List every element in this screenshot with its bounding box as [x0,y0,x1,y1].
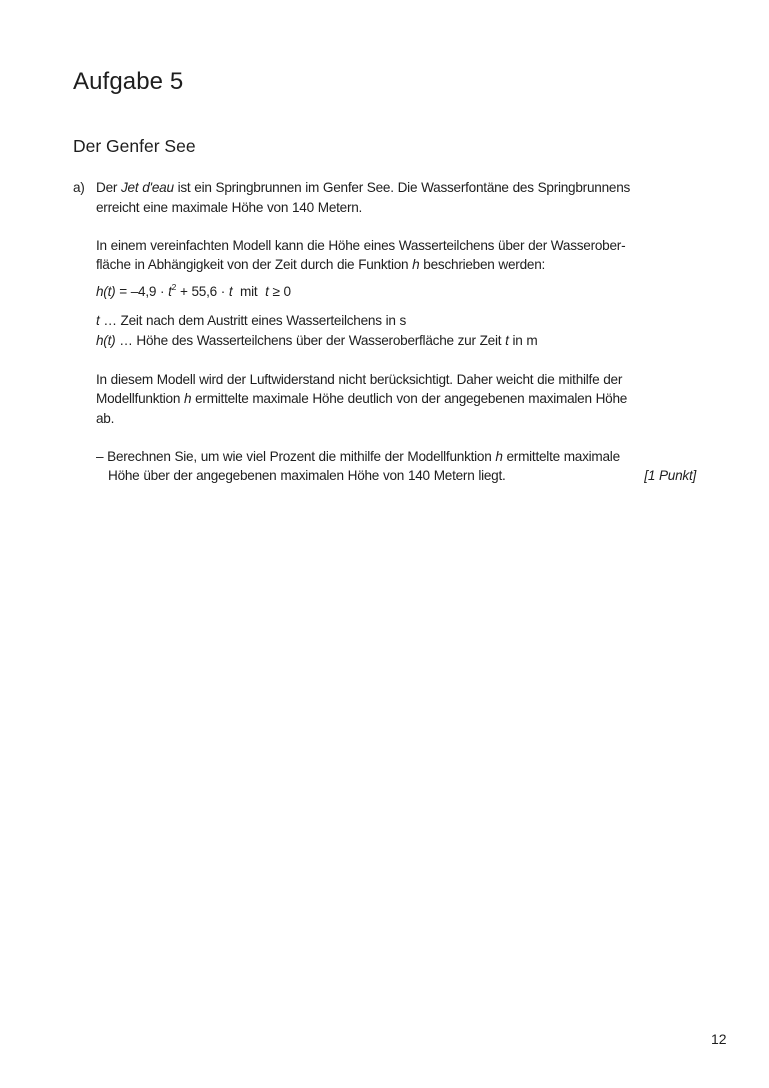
page-number: 12 [711,1031,727,1047]
formula-exponent: 2 [171,282,177,292]
points-label: [1 Punkt] [644,468,696,483]
formula-term: = –4,9 · [115,284,169,299]
definition-h [96,331,700,351]
function-variable: h [183,391,192,406]
definition-text: … Zeit nach dem Austritt eines Wasserteilchens in s [99,313,407,328]
note-text: Modellfunktion [96,391,184,406]
note-line-2 [96,389,700,409]
definition-variable: t [505,333,509,348]
note-line-3: ab. [96,411,115,426]
intro-text: ist ein Springbrunnen im Genfer See. Die Wasserfontäne des Springbrunnens [173,180,631,195]
definition-variable: t [96,313,100,328]
formula-condition-word: mit [232,284,266,299]
definition-t [96,311,700,331]
intro-line-2: erreicht eine maximale Höhe von 140 Metern. [96,200,363,215]
note-text: ermittelte maximale Höhe deutlich von der angegebenen maximalen Höhe [191,391,628,406]
intro-text: Der [96,180,121,195]
definition-text: … Höhe des Wasserteilchens über der Wasseroberfläche zur Zeit [115,333,506,348]
formula-variable: t [265,284,269,299]
model-line-2 [96,255,700,275]
formula [96,282,700,302]
formula-condition: ≥ 0 [268,284,291,299]
formula-variable: t [228,284,233,299]
task-line-2 [108,466,696,486]
formula-term: + 55,6 · [176,284,229,299]
task-text: ermittelte maximale [502,449,620,464]
function-variable: h [495,449,503,464]
task-text: – Berechnen Sie, um wie viel Prozent die mithilfe der Modellfunktion [96,449,496,464]
model-text: beschrieben werden: [419,257,546,272]
task-line-1 [96,447,620,467]
section-title: Der Genfer See [73,136,196,156]
page-title: Aufgabe 5 [73,68,184,95]
model-line-1: In einem vereinfachten Modell kann die Höhe eines Wasserteilchens über der Wasserober- [96,238,626,253]
task-label: a) [73,180,85,195]
task-text: Höhe über der angegebenen maximalen Höhe von 140 Metern liegt. [108,468,506,483]
formula-variable: t [168,284,172,299]
definition-variable: h(t) [96,333,116,348]
function-variable: h [412,257,420,272]
model-text: fläche in Abhängigkeit von der Zeit durch die Funktion [96,257,413,272]
note-line-1: In diesem Modell wird der Luftwiderstand nicht berücksichtigt. Daher weicht die mithilfe der [96,372,623,387]
intro-line-1 [96,178,700,198]
definition-unit: in m [508,333,538,348]
jet-deau-term: Jet d'eau [120,180,174,195]
formula-lhs: h(t) [96,284,116,299]
